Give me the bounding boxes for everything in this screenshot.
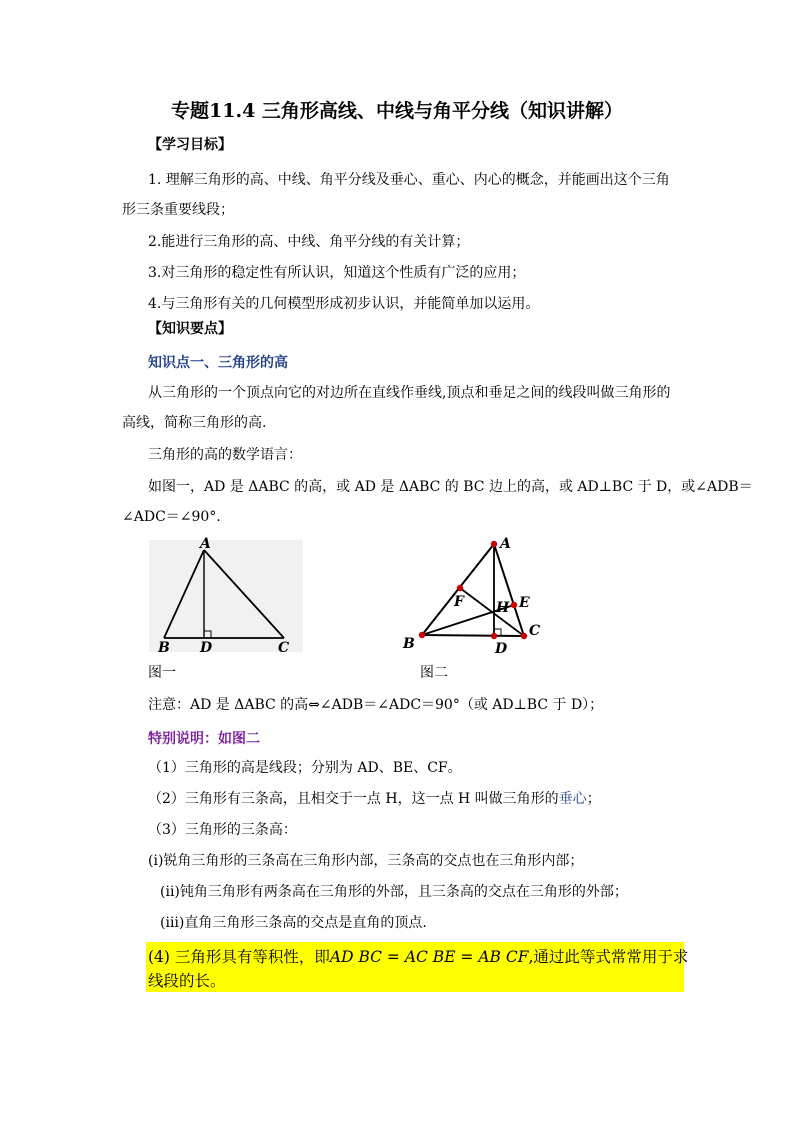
special-item-1: （1）三角形的高是线段；分别为 AD、BE、CF。 <box>148 760 462 776</box>
figure-two-caption: 图二 <box>420 665 448 681</box>
special-item-2-end: ； <box>586 791 601 807</box>
special-subitem-i: (ⅰ)锐角三角形的三条高在三角形内部，三条高的交点也在三角形内部； <box>148 853 584 869</box>
special-item-2-text: （2）三角形有三条高，且相交于一点 H，这一点 H 叫做三角形的 <box>148 791 559 807</box>
goal-item: 2.能进行三角形的高、中线、角平分线的有关计算； <box>148 234 470 250</box>
foot-f-dot <box>457 585 463 591</box>
equal-area-purpose: ,通过此等式常常用于求 <box>528 948 689 966</box>
equal-area-formula: AD BC = AC BE = AB CF <box>329 948 529 966</box>
equal-area-line-1 <box>148 945 688 969</box>
altitude-cf <box>460 588 524 636</box>
special-item-3: （3）三角形的三条高： <box>148 822 297 838</box>
label-a: A <box>500 536 511 552</box>
label-c: C <box>278 640 290 656</box>
side-ac <box>494 544 524 636</box>
figure-two <box>400 532 550 656</box>
special-subitem-iii: (ⅲ)直角三角形三条高的交点是直角的顶点. <box>160 915 427 931</box>
points-heading: 【知识要点】 <box>148 321 232 337</box>
vertex-a-dot <box>491 541 497 547</box>
equal-area-intro: (4) 三角形具有等积性，即 <box>148 948 330 966</box>
label-d: D <box>200 640 213 656</box>
foot-e-dot <box>511 602 517 608</box>
goal-item: 1. 理解三角形的高、中线、角平分线及垂心、重心、内心的概念，并能画出这个三角 <box>148 172 670 188</box>
figure1-description-cont: ∠ADC＝∠90°. <box>122 509 221 525</box>
page-title: 专题11.4 三角形高线、中线与角平分线（知识讲解） <box>171 100 623 122</box>
goals-heading: 【学习目标】 <box>148 137 232 153</box>
orthocenter-term: 垂心 <box>558 791 587 807</box>
math-language-label: 三角形的高的数学语言： <box>148 447 302 463</box>
vertex-c-dot <box>521 633 527 639</box>
equal-area-line-2: 线段的长。 <box>148 972 226 990</box>
figure-one-caption: 图一 <box>148 665 176 681</box>
figure-one-background <box>149 540 303 652</box>
label-c: C <box>529 623 541 639</box>
definition-line: 从三角形的一个顶点向它的对边所在直线作垂线,顶点和垂足之间的线段叫做三角形的 <box>148 385 671 401</box>
side-bc <box>422 635 524 636</box>
subheading-altitude: 知识点一、三角形的高 <box>148 355 288 371</box>
label-d: D <box>495 641 508 656</box>
label-e: E <box>519 595 530 611</box>
note-line: 注意：AD 是 ΔABC 的高⇔∠ADB＝∠ADC＝90°（或 AD⊥BC 于 D）； <box>148 697 604 713</box>
special-item-2 <box>148 789 601 809</box>
goal-item-cont: 形三条重要线段； <box>122 202 234 218</box>
figure1-description: 如图一，AD 是 ΔABC 的高，或 AD 是 ΔABC 的 BC 边上的高，或 AD⊥BC 于 D，或∠ADB＝ <box>148 479 753 495</box>
figure-one <box>146 536 306 658</box>
label-f: F <box>454 594 464 610</box>
label-a: A <box>200 536 211 552</box>
special-heading: 特别说明：如图二 <box>148 731 260 747</box>
goal-item: 4.与三角形有关的几何模型形成初步认识，并能简单加以运用。 <box>148 296 540 312</box>
label-h: H <box>496 600 510 616</box>
special-subitem-ii: (ⅱ)钝角三角形有两条高在三角形的外部，且三条高的交点在三角形的外部； <box>160 884 628 900</box>
vertex-b-dot <box>419 632 425 638</box>
goal-item: 3.对三角形的稳定性有所认识，知道这个性质有广泛的应用； <box>148 265 526 281</box>
label-b: B <box>403 636 415 652</box>
label-b: B <box>158 640 170 656</box>
definition-line-cont: 高线，简称三角形的高. <box>122 415 267 431</box>
foot-d-dot <box>491 633 497 639</box>
